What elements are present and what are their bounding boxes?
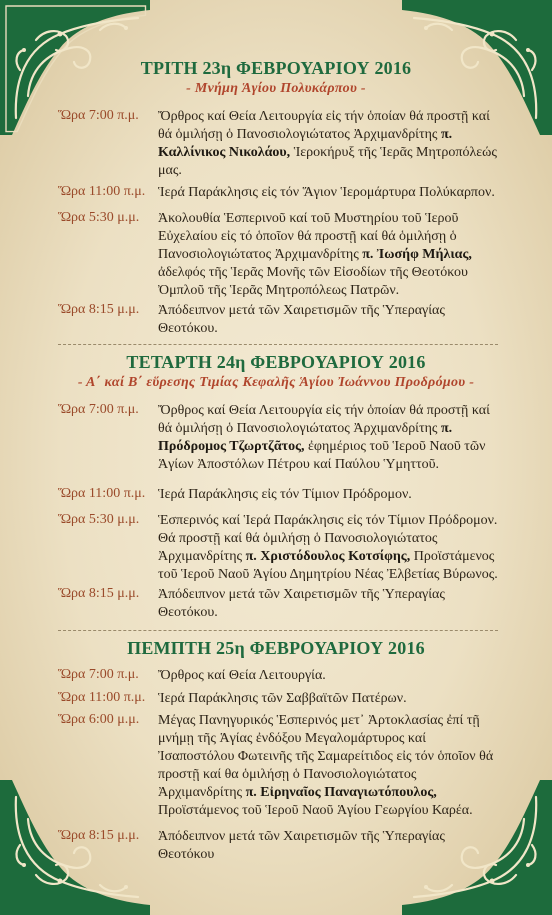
entry-description: Ἀκολουθία Ἑσπερινοῦ καί τοῦ Μυστηρίου τοῦ Ἱεροῦ Εὐχελαίου εἰς τό ὁποῖον θά προστῇ καί θά ὁμιλήσῃ ὁ Πανοσιολογιώτατος Ἀρχιμανδρίτης π. Ἰωσήφ Μήλιας, ἀδελφός τῆς Ἱερᾶς Μονῆς τῶν Εἰσοδίων τῆς Θεοτόκου Ὀμπλοῦ τῆς Ἱερᾶς Μητροπόλεως Πατρῶν.: [158, 211, 472, 298]
entry-time: Ὥρα 7:00 π.μ.: [58, 402, 139, 417]
entry-time: Ὥρα 8:15 μ.μ.: [58, 302, 140, 317]
day-title: ΤΕΤΑΡΤΗ 24η ΦΕΒΡΟΥΑΡΙΟΥ 2016: [126, 352, 426, 372]
entry-description: Ὄρθρος καί Θεία Λειτουργία εἰς τήν ὁποίαν θά προστῇ καί θά ὁμιλήσῃ ὁ Πανοσιολογιώτατος Ἀρχιμανδρίτης π. Καλλίνικος Νικολάου, Ἱεροκήρυξ τῆς Ἱερᾶς Μητροπόλεώς μας.: [158, 109, 497, 178]
speaker-name: π. Χριστόδουλος Κοτσίφης,: [245, 549, 411, 564]
day-title: ΠΕΜΠΤΗ 25η ΦΕΒΡΟΥΑΡΙΟΥ 2016: [127, 638, 425, 658]
entry-time: Ὥρα 5:30 μ.μ.: [58, 210, 140, 225]
entry-time: Ὥρα 8:15 μ.μ.: [58, 828, 140, 843]
entry-time: Ὥρα 11:00 π.μ.: [58, 486, 146, 501]
entry-time: Ὥρα 11:00 π.μ.: [58, 184, 146, 199]
entry-description: Ἀπόδειπνον μετά τῶν Χαιρετισμῶν τῆς Ὑπεραγίας Θεοτόκου.: [158, 587, 445, 620]
day-wednesday: [0, 352, 552, 391]
day-subtitle: - Α΄ καί Β΄ εὕρεσης Τιμίας Κεφαλῆς Ἁγίου Ἰωάννου Προδρόμου -: [77, 375, 475, 390]
entry-time: Ὥρα 8:15 μ.μ.: [58, 586, 140, 601]
entry-time: Ὥρα 6:00 μ.μ.: [58, 712, 140, 727]
entry-time: Ὥρα 5:30 μ.μ.: [58, 512, 140, 527]
entry-time: Ὥρα 7:00 π.μ.: [58, 667, 139, 682]
day-thursday: [0, 638, 552, 659]
entry-time: Ὥρα 11:00 π.μ.: [58, 690, 146, 705]
entry-description: Ὄρθρος καί Θεία Λειτουργία εἰς τήν ὁποίαν θά προστῇ καί θά ὁμιλήσῃ ὁ Πανοσιολογιώτατος Ἀρχιμανδρίτης π. Πρόδρομος Τζωρτζᾶτος, ἐφημέριος τοῦ Ἱεροῦ Ναοῦ τῶν Ἁγίων Ἀποστόλων Πέτρου καί Παύλου Ὑμηττοῦ.: [158, 403, 490, 472]
day-subtitle: - Μνήμη Ἁγίου Πολυκάρπου -: [186, 81, 366, 96]
day-title: ΤΡΙΤΗ 23η ΦΕΒΡΟΥΑΡΙΟΥ 2016: [140, 58, 412, 78]
entry-description: Ἑσπερινός καί Ἱερά Παράκλησις εἰς τόν Τίμιον Πρόδρομον. Θά προστῇ καί θά ὁμιλήσῃ ὁ Πανοσιολογιώτατος Ἀρχιμανδρίτης π. Χριστόδουλος Κοτσίφης, Προϊστάμενος τοῦ Ἱεροῦ Ναοῦ Ἁγίου Δημητρίου Νέας Ἐλβετίας Βύρωνος.: [158, 513, 498, 582]
speaker-name: π. Ἰωσήφ Μήλιας,: [362, 247, 472, 262]
entry-time: Ὥρα 7:00 π.μ.: [58, 108, 139, 123]
entry-description: Ἀπόδειπνον μετά τῶν Χαιρετισμῶν τῆς Ὑπεραγίας Θεοτόκου.: [158, 303, 445, 336]
entry-description: Ἱερά Παράκλησις τῶν Σαββαϊτῶν Πατέρων.: [158, 691, 407, 706]
speaker-name: π. Πρόδρομος Τζωρτζᾶτος,: [158, 421, 453, 454]
section-divider: [58, 630, 498, 631]
day-tuesday: [0, 58, 552, 97]
speaker-name: π. Εἰρηναῖος Παναγιωτόπουλος,: [245, 785, 437, 800]
entry-description: Ἀπόδειπνον μετά τῶν Χαιρετισμῶν τῆς Ὑπεραγίας Θεοτόκου: [158, 829, 445, 862]
entry-description: Ἱερά Παράκλησις εἰς τόν Ἅγιον Ἱερομάρτυρα Πολύκαρπον.: [158, 185, 495, 200]
speaker-name: π. Καλλίνικος Νικολάου,: [158, 127, 453, 160]
entry-description: Ὄρθρος καί Θεία Λειτουργία.: [158, 668, 326, 683]
entry-description: Μέγας Πανηγυρικός Ἑσπερινός μετ᾿ Ἀρτοκλασίας ἐπί τῇ μνήμῃ τῆς Ἁγίας ἐνδόξου Μεγαλομάρτυρος καί Ἰσαποστόλου Φωτεινῆς τῆς Σαμαρείτιδος εἰς τόν ὁποῖον θά προστῇ καί θα ὁμιλήσῃ ὁ Πανοσιολογιώτατος Ἀρχιμανδρίτης π. Εἰρηναῖος Παναγιωτόπουλος, Προϊστάμενος τοῦ Ἱεροῦ Ναοῦ Ἁγίου Γεωργίου Καρέα.: [158, 713, 494, 818]
section-divider: [58, 344, 498, 345]
entry-description: Ἱερά Παράκλησις εἰς τόν Τίμιον Πρόδρομον.: [158, 487, 412, 502]
